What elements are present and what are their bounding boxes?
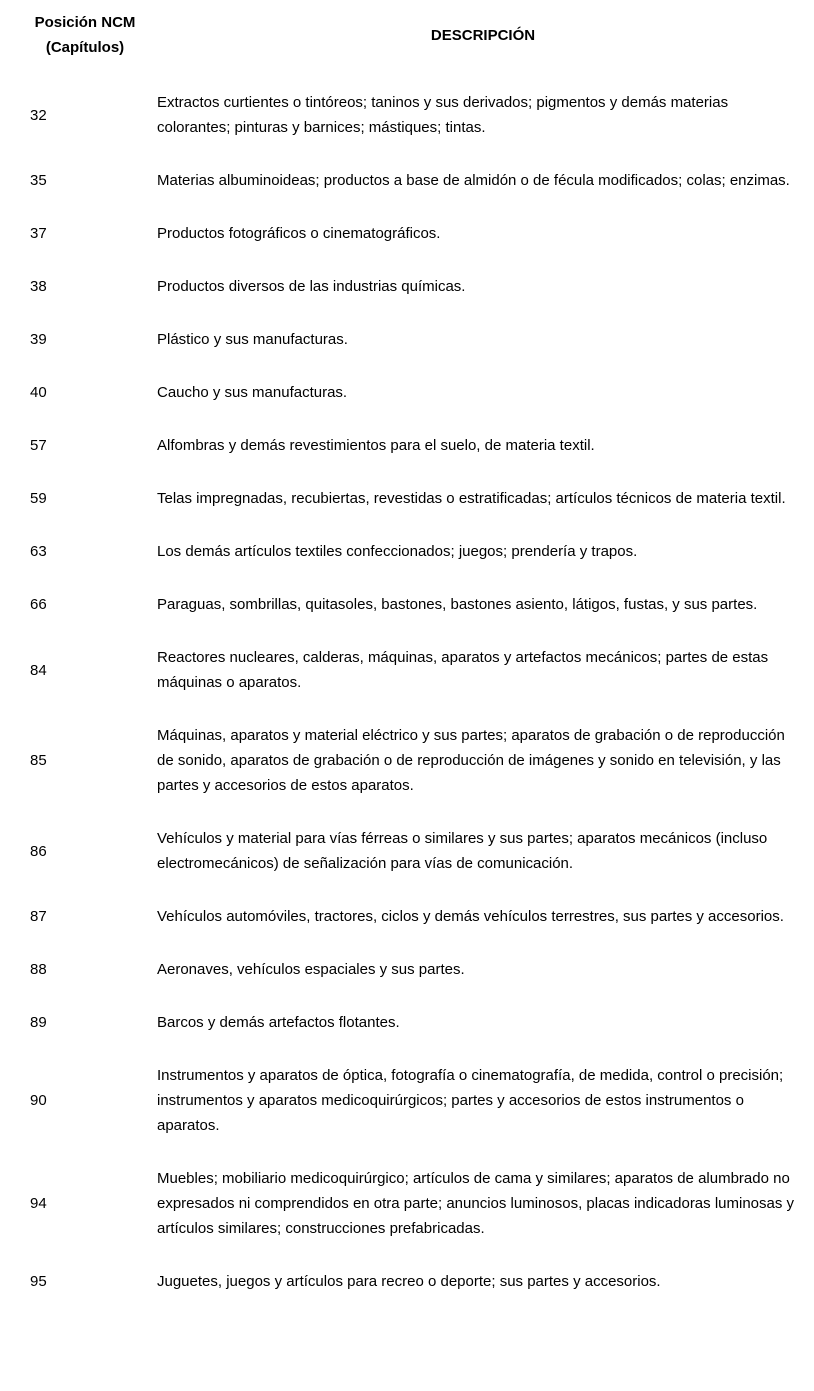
chapter-description: Vehículos y material para vías férreas o similares y sus partes; aparatos mecánicos (incluso electromecánicos) de señalización para vías de comunicación. (157, 830, 768, 872)
chapter-number: 95 (30, 1273, 47, 1290)
table-row (0, 904, 814, 929)
chapter-description: Juguetes, juegos y artículos para recreo o deporte; sus partes y accesorios. (157, 1273, 661, 1290)
chapter-description: Productos fotográficos o cinematográficos. (157, 225, 441, 242)
table-row (0, 327, 814, 352)
chapter-description: Muebles; mobiliario medicoquirúrgico; artículos de cama y similares; aparatos de alumbrado no expresados ni comprendidos en otra parte; anuncios luminosos, placas indicadoras luminosas y artículos similares; construcciones prefabricadas. (157, 1170, 795, 1237)
chapter-description: Materias albuminoideas; productos a base de almidón o de fécula modificados; colas; enzimas. (157, 172, 790, 189)
chapter-description: Telas impregnadas, recubiertas, revestidas o estratificadas; artículos técnicos de materia textil. (157, 490, 786, 507)
table-row (0, 1063, 814, 1138)
table-header (0, 10, 814, 60)
table-row (0, 957, 814, 982)
chapter-number: 32 (30, 106, 47, 124)
table-row (0, 826, 814, 876)
chapter-description: Plástico y sus manufacturas. (157, 331, 348, 348)
chapter-number: 63 (30, 543, 47, 560)
header-descripcion: DESCRIPCIÓN (430, 26, 536, 44)
table-body (0, 90, 814, 1294)
chapter-number: 59 (30, 490, 47, 507)
table-row (0, 1010, 814, 1035)
table-row (0, 433, 814, 458)
table-row (0, 486, 814, 511)
chapter-number: 35 (30, 172, 47, 189)
table-row (0, 380, 814, 405)
chapter-number: 87 (30, 908, 47, 925)
chapter-number: 89 (30, 1014, 47, 1031)
table-row (0, 592, 814, 617)
header-posicion-ncm-line1: Posición NCM (34, 14, 136, 31)
table-row (0, 1166, 814, 1241)
table-row (0, 1269, 814, 1294)
chapter-number: 85 (30, 752, 47, 769)
chapter-description: Reactores nucleares, calderas, máquinas, aparatos y artefactos mecánicos; partes de estas máquinas o aparatos. (157, 649, 769, 691)
chapter-number: 86 (30, 842, 47, 860)
chapter-number: 37 (30, 225, 47, 242)
chapter-description: Aeronaves, vehículos espaciales y sus partes. (157, 961, 465, 978)
chapter-number: 88 (30, 961, 47, 978)
chapter-description: Productos diversos de las industrias químicas. (157, 278, 466, 295)
chapter-description: Máquinas, aparatos y material eléctrico y sus partes; aparatos de grabación o de reproducción de sonido, aparatos de grabación o de reproducción de imágenes y sonido en televisión, y las partes y accesorios de estos aparatos. (157, 727, 785, 794)
table-row (0, 723, 814, 798)
chapter-number: 94 (30, 1195, 47, 1212)
chapter-description: Extractos curtientes o tintóreos; taninos y sus derivados; pigmentos y demás materias colorantes; pinturas y barnices; mástiques; tintas. (157, 94, 729, 136)
chapter-number: 40 (30, 384, 47, 401)
header-posicion-ncm-line2: (Capítulos) (45, 39, 125, 56)
chapter-description: Alfombras y demás revestimientos para el suelo, de materia textil. (157, 437, 595, 454)
chapter-description: Caucho y sus manufacturas. (157, 384, 348, 401)
table-row (0, 90, 814, 140)
chapter-number: 38 (30, 278, 47, 295)
chapter-description: Instrumentos y aparatos de óptica, fotografía o cinematografía, de medida, control o precisión; instrumentos y aparatos medicoquirúrgicos; partes y accesorios de estos instrumentos o aparatos. (157, 1067, 784, 1134)
table-row (0, 168, 814, 193)
table-row (0, 539, 814, 564)
chapter-description: Paraguas, sombrillas, quitasoles, bastones, bastones asiento, látigos, fustas, y sus partes. (157, 596, 758, 613)
chapter-number: 84 (30, 661, 47, 679)
chapter-number: 66 (30, 596, 47, 613)
chapter-number: 57 (30, 437, 47, 454)
chapter-number: 90 (30, 1092, 47, 1109)
table-row (0, 645, 814, 695)
table-row (0, 274, 814, 299)
chapter-description: Los demás artículos textiles confeccionados; juegos; prendería y trapos. (157, 543, 638, 560)
chapter-description: Barcos y demás artefactos flotantes. (157, 1014, 400, 1031)
chapter-description: Vehículos automóviles, tractores, ciclos y demás vehículos terrestres, sus partes y accesorios. (157, 908, 784, 925)
header-posicion-ncm (0, 10, 170, 60)
table-row (0, 221, 814, 246)
chapter-number: 39 (30, 331, 47, 348)
